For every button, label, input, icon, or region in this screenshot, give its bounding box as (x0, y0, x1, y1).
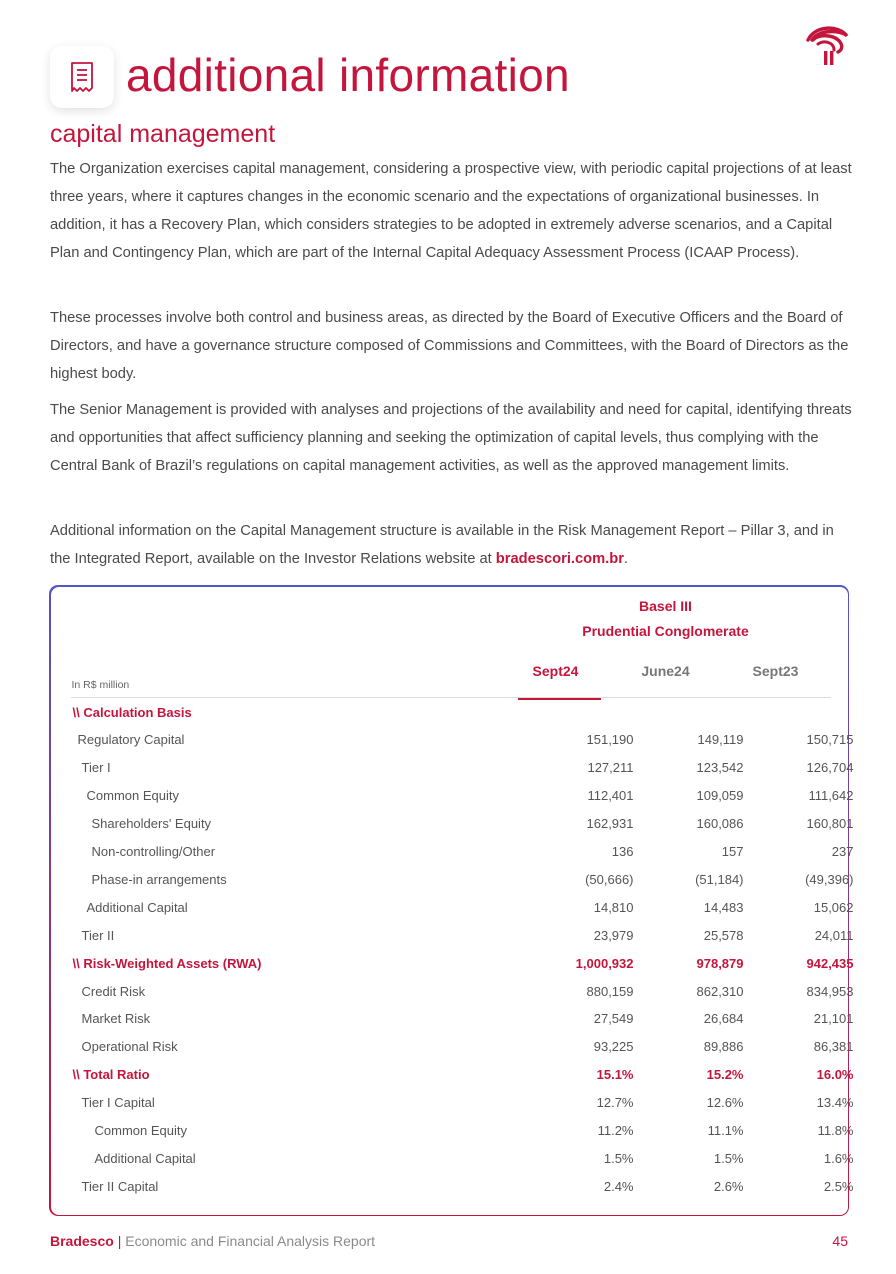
table-row (71, 1117, 854, 1145)
cell-sept23: 150,715 (806, 732, 854, 748)
cell-june24: 2.6% (713, 1178, 744, 1194)
table-unit: In R$ million (71, 678, 130, 691)
cell-june24: 862,310 (696, 983, 744, 999)
cell-sept24: 1.5% (603, 1150, 634, 1166)
cell-sept24: 27,549 (593, 1011, 634, 1027)
cell-sept23: 11.8% (817, 1123, 854, 1138)
cell-sept24: 880,159 (586, 983, 634, 999)
row-label: Tier I Capital (81, 1095, 155, 1111)
row-label: Non-controlling/Other (91, 844, 216, 859)
cell-sept24: 12.7% (596, 1095, 634, 1111)
table-row (71, 1005, 854, 1033)
table-row (71, 726, 854, 754)
row-label: Additional Capital (86, 899, 188, 915)
cell-sept23: 2.5% (823, 1178, 854, 1194)
cell-sept23: 16.0% (816, 1067, 854, 1083)
table-row (71, 894, 854, 922)
paragraph-4-end: . (623, 550, 629, 567)
header-divider (71, 697, 831, 698)
cell-sept23: 834,953 (806, 983, 854, 999)
cell-sept23: 15,062 (813, 899, 854, 915)
cell-sept23: 13.4% (816, 1095, 854, 1111)
cell-sept24: 15.1% (596, 1067, 634, 1083)
cell-june24: 15.2% (706, 1067, 744, 1083)
cell-june24: 123,542 (696, 760, 744, 776)
cell-sept23: 111,642 (808, 788, 854, 804)
table-row (71, 699, 831, 727)
footer-brand: Bradesco (50, 1233, 114, 1249)
cell-june24: 14,483 (703, 899, 744, 915)
cell-june24: 149,119 (697, 732, 744, 748)
cell-june24: 157 (721, 844, 744, 859)
table-row (71, 922, 854, 950)
cell-june24: 26,684 (703, 1011, 744, 1027)
row-label: Additional Capital (94, 1150, 196, 1166)
cell-sept24: 23,979 (593, 927, 634, 943)
page-title: additional information (126, 49, 570, 101)
paragraph-2: These processes involve both control and business areas, as directed by the Board of Executive Officers and the Board of Directors, and have a governance structure composed of Commissions and Committees, with the Board of Directors as the highest body. (50, 310, 849, 382)
table-row (71, 810, 854, 838)
cell-sept24: 127,211 (587, 760, 634, 776)
row-label: Market Risk (81, 1011, 151, 1027)
cell-june24: 1.5% (713, 1150, 744, 1166)
column-header-sept24: Sept24 (532, 662, 579, 679)
table-row (71, 782, 854, 810)
row-label: Common Equity (94, 1123, 187, 1138)
cell-sept24: 162,931 (586, 816, 634, 832)
cell-sept24: 2.4% (603, 1178, 634, 1194)
cell-june24: 89,886 (703, 1039, 744, 1055)
cell-sept23: 160,801 (806, 816, 854, 832)
cell-june24: 109,059 (696, 788, 744, 804)
footer-separator: | (117, 1233, 122, 1249)
cell-sept23: 126,704 (806, 760, 854, 776)
document-list-icon (50, 46, 114, 108)
table-row (71, 1173, 854, 1201)
table-header-basel: Basel III (639, 597, 692, 614)
row-label: Tier II (81, 927, 115, 943)
bradesco-tree-logo-icon (804, 24, 850, 68)
table-row (71, 1061, 854, 1089)
cell-sept24: 93,225 (593, 1039, 634, 1055)
cell-june24: 25,578 (703, 927, 744, 943)
footer (50, 1233, 375, 1249)
cell-june24: (51,184) (695, 871, 744, 887)
capital-table (51, 587, 854, 1215)
paragraph-1: The Organization exercises capital management, considering a prospective view, with periodic capital projections of at least three years, where it captures changes in the economic scenario and the expectations of organizational businesses. In addition, it has a Recovery Plan, which considers strategies to be adopted in extremely adverse scenarios, and a Capital Plan and Contingency Plan, which are part of the Internal Capital Adequacy Assessment Process (ICAAP Process). (50, 161, 852, 261)
row-label: Tier II Capital (81, 1178, 159, 1194)
paragraph-4 (50, 518, 852, 574)
row-label: Tier I (81, 760, 111, 776)
cell-sept24: 1,000,932 (575, 955, 634, 971)
table-row (71, 1145, 854, 1173)
row-label: \\ Calculation Basis (72, 704, 192, 720)
cell-sept23: 24,011 (814, 927, 854, 943)
column-header-june24: June24 (641, 662, 690, 679)
cell-sept24: 14,810 (593, 899, 634, 915)
cell-sept23: (49,396) (805, 871, 854, 887)
table-header-conglomerate: Prudential Conglomerate (582, 622, 749, 639)
row-label: Phase-in arrangements (91, 871, 227, 887)
cell-sept23: 86,381 (813, 1039, 854, 1055)
table-row (71, 1089, 854, 1117)
cell-june24: 978,879 (696, 955, 744, 971)
paragraph-3: The Senior Management is provided with analyses and projections of the availability and need for capital, identifying threats and opportunities that affect sufficiency planning and seeking the optimization of capital levels, thus complying with the Central Bank of Brazil’s regulations on capital management activities, as well as the approved management limits. (50, 402, 852, 474)
table-row (71, 754, 854, 782)
footer-report-title: Economic and Financial Analysis Report (125, 1233, 376, 1249)
section-title: capital management (50, 120, 276, 148)
cell-sept24: (50,666) (585, 871, 634, 887)
cell-june24: 12.6% (706, 1095, 744, 1111)
row-label: Credit Risk (81, 983, 146, 999)
row-label: Common Equity (86, 788, 179, 804)
table-row (71, 978, 854, 1006)
row-label: \\ Total Ratio (72, 1067, 150, 1083)
cell-sept24: 11.2% (597, 1123, 634, 1138)
investor-relations-link[interactable]: bradescori.com.br (495, 550, 624, 567)
cell-sept23: 1.6% (823, 1150, 854, 1166)
cell-sept24: 112,401 (587, 788, 634, 804)
page-number: 45 (832, 1233, 848, 1249)
cell-sept23: 942,435 (806, 955, 854, 971)
cell-june24: 160,086 (696, 816, 744, 832)
capital-table-card (49, 585, 854, 1216)
cell-sept23: 21,101 (813, 1011, 854, 1027)
row-label: Regulatory Capital (77, 732, 185, 748)
cell-june24: 11.1% (707, 1123, 744, 1138)
table-row (71, 866, 854, 894)
table-row (71, 950, 854, 978)
column-header-sept23: Sept23 (752, 662, 799, 679)
cell-sept24: 136 (611, 844, 634, 859)
table-row (71, 1033, 854, 1061)
table-row (71, 838, 854, 866)
cell-sept24: 151,190 (586, 732, 634, 748)
paragraph-4-text: Additional information on the Capital Management structure is available in the Risk Management Report – Pillar 3, and in the Integrated Report, available on the Investor Relations website at (50, 523, 834, 567)
row-label: Shareholders' Equity (91, 816, 212, 832)
row-label: Operational Risk (81, 1039, 178, 1055)
cell-sept23: 237 (831, 844, 854, 859)
row-label: \\ Risk-Weighted Assets (RWA) (72, 955, 262, 971)
